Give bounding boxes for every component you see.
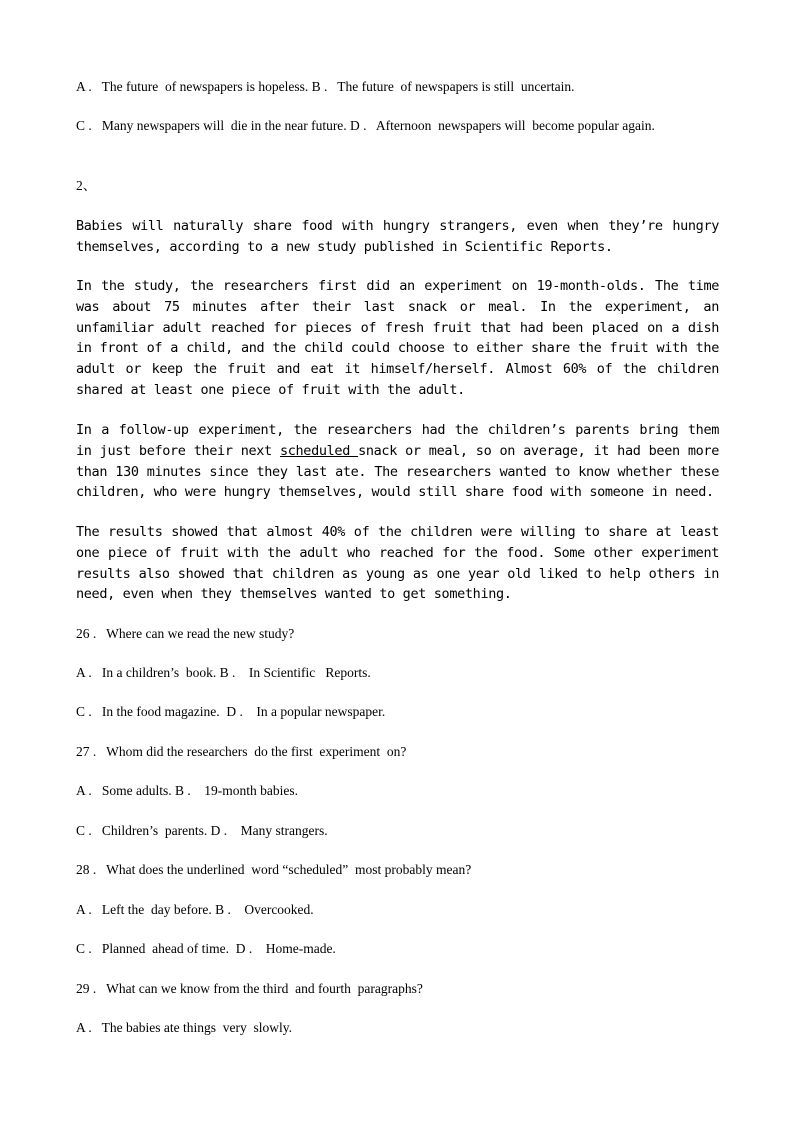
question-28-options-line-1: A . Left the day before. B . Overcooked. — [76, 902, 314, 917]
section-number: 2、 — [76, 178, 97, 193]
passage-paragraph-3 — [76, 420, 719, 503]
passage-paragraph-1: Babies will naturally share food with hungry strangers, even when they’re hungry themselves, according to a new study published in Scientific Reports. — [76, 218, 719, 255]
q25-options-line-1: A . The future of newspapers is hopeless. B . The future of newspapers is still uncertain. — [76, 79, 575, 94]
question-29-options-line-1: A . The babies ate things very slowly. — [76, 1020, 292, 1035]
passage-paragraph-3-end: snack or meal, so on average, it had been more than 130 minutes since they last ate. The researchers wanted to know whether these children, who were hungry themselves, would still share food with someone in need. — [76, 442, 719, 501]
question-28-options-line-2: C . Planned ahead of time. D . Home-made. — [76, 941, 336, 956]
question-28-stem: 28 . What does the underlined word “scheduled” most probably mean? — [76, 862, 472, 877]
question-26-options-line-1: A . In a children’s book. B . In Scientific Reports. — [76, 665, 371, 680]
question-27-options-line-2: C . Children’s parents. D . Many strangers. — [76, 823, 328, 838]
q25-options-line-2: C . Many newspapers will die in the near future. D . Afternoon newspapers will become popular again. — [76, 118, 655, 133]
underlined-word-scheduled: scheduled — [279, 442, 359, 459]
passage-paragraph-2: In the study, the researchers first did an experiment on 19-month-olds. The time was about 75 minutes after their last snack or meal. In the experiment, an unfamiliar adult reached for pieces of fresh fruit that had been placed on a dish in front of a child, and the child could choose to either share the fruit with the adult or keep the fruit and eat it himself/herself. Almost 60% of the children shared at least one piece of fruit with the adult. — [76, 278, 719, 398]
question-27-stem: 27 . Whom did the researchers do the first experiment on? — [76, 744, 407, 759]
question-26-stem: 26 . Where can we read the new study? — [76, 626, 295, 641]
question-26-options-line-2: C . In the food magazine. D . In a popular newspaper. — [76, 704, 386, 719]
passage-paragraph-4: The results showed that almost 40% of the children were willing to share at least one piece of fruit with the adult who reached for the food. Some other experiment results also showed that children as young as one year old liked to help others in need, even when they themselves wanted to get something. — [76, 524, 719, 603]
passage-paragraph-3-start: In a follow-up experiment, the researchers had the children’s parents bring them in just before their next — [76, 422, 719, 459]
question-27-options-line-1: A . Some adults. B . 19-month babies. — [76, 783, 298, 798]
question-29-stem: 29 . What can we know from the third and fourth paragraphs? — [76, 981, 423, 996]
